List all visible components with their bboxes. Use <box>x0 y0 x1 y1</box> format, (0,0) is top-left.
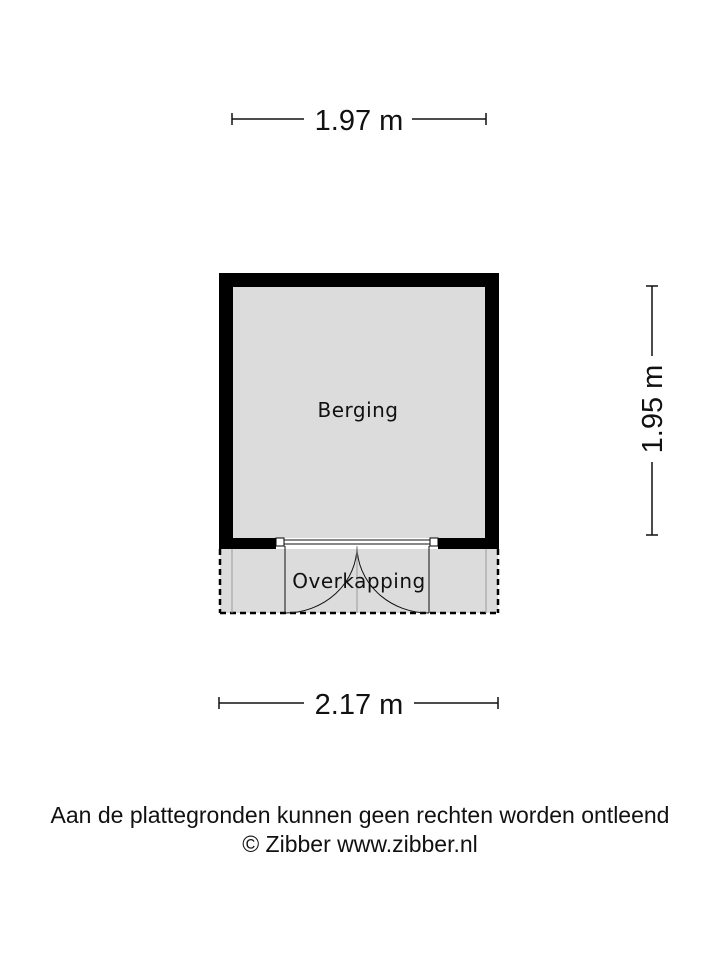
door-jamb-left <box>276 538 284 546</box>
door-jamb-right <box>430 538 438 546</box>
top-dimension-label: 1.97 m <box>314 105 404 137</box>
room-berging <box>219 273 499 549</box>
room-overkapping <box>220 546 498 613</box>
right-dimension-label: 1.95 m <box>637 364 669 454</box>
wall-top <box>219 273 499 287</box>
right-dimension <box>637 286 669 535</box>
footer-copyright: © Zibber www.zibber.nl <box>242 831 478 857</box>
bottom-dimension <box>219 689 498 721</box>
room-label-berging: Berging <box>317 398 399 422</box>
wall-bottom-left <box>219 538 276 549</box>
room-label-overkapping: Overkapping <box>292 569 426 593</box>
wall-bottom-right <box>438 538 499 549</box>
top-dimension <box>232 105 486 137</box>
wall-left <box>219 273 233 549</box>
footer-disclaimer: Aan de plattegronden kunnen geen rechten worden ontleend <box>50 802 670 828</box>
wall-right <box>485 273 499 549</box>
bottom-dimension-label: 2.17 m <box>314 689 404 721</box>
